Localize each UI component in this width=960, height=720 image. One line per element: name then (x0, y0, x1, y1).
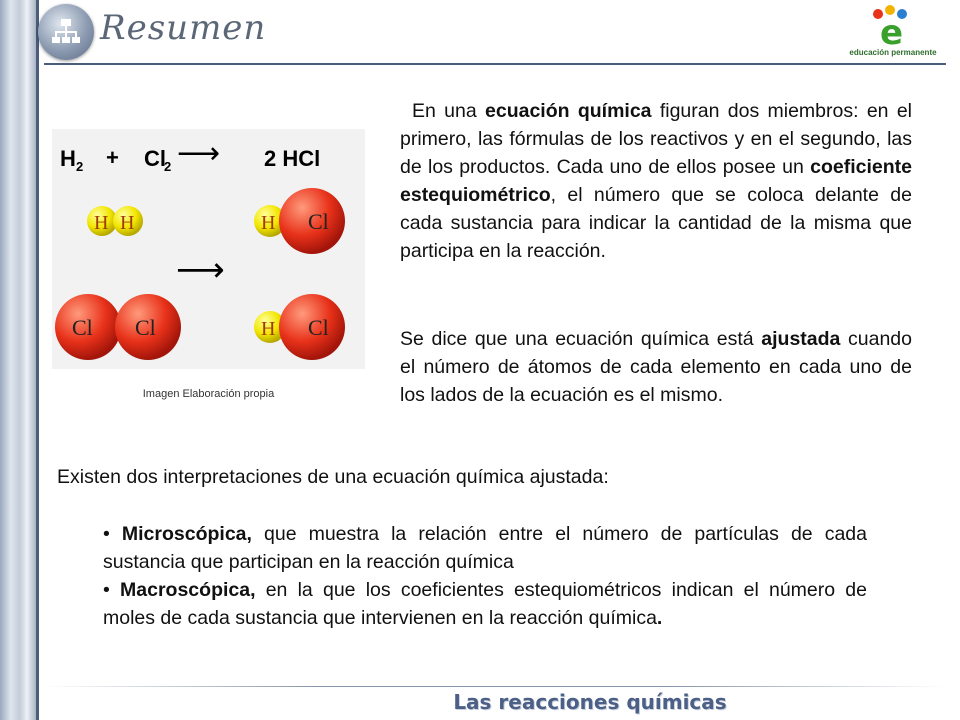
atom-label-cl: Cl (308, 209, 329, 234)
term-ecuacion-quimica: ecuación química (485, 100, 652, 122)
footer-divider (44, 686, 946, 687)
atom-label-cl: Cl (135, 315, 156, 340)
bullet-mark: • (103, 523, 122, 545)
equation-plus: + (106, 145, 119, 170)
term-ajustada: ajustada (761, 328, 841, 350)
equation-product: 2 HCl (264, 146, 321, 171)
term-coeficiente-estequiometrico: coeficiente estequiométrico (400, 156, 912, 206)
header-divider (44, 63, 946, 65)
reaction-figure (52, 129, 365, 369)
left-decorative-bar (0, 0, 36, 720)
list-item-text: en la que los coeficientes estequiométricos indican el número de moles de cada sustancia que intervienen en la reacción química (103, 579, 867, 629)
figure-caption: Imagen Elaboración propia (142, 388, 275, 400)
term-microscopica: Microscópica, (121, 523, 252, 545)
atom-label-h: H (261, 318, 276, 340)
atom-label-h: H (94, 212, 109, 234)
paragraph-ajustada (400, 325, 912, 409)
footer-title: Las reacciones químicas (453, 690, 727, 714)
equation-reactant2: Cl (144, 146, 166, 171)
interpretations-intro: Existen dos interpretaciones de una ecuación química ajustada: (57, 466, 609, 488)
list-item-period: . (656, 607, 663, 629)
bullet-mark: • (103, 579, 121, 601)
list-item-macroscopica (103, 576, 867, 632)
left-border-line (36, 0, 39, 720)
brand-logo (838, 4, 948, 62)
equation-arrow: ⟶ (177, 136, 221, 171)
equation-reactant2-subscript: 2 (164, 159, 172, 174)
paragraph-ecuacion (400, 97, 912, 265)
equation-reactant1-subscript: 2 (76, 159, 84, 174)
atom-label-h: H (261, 212, 276, 234)
brand-e-icon (838, 4, 948, 48)
paragraph-text: cuando el número de átomos de cada elemento en cada uno de los lados de la ecuación es el mismo. (400, 328, 912, 406)
interpretations-list (103, 520, 867, 632)
brand-name: educación permanente (849, 48, 937, 57)
svg-text:e: e (880, 13, 904, 48)
paragraph-text: figuran dos miembros: en el primero, las fórmulas de los reactivos y en el segundo, las de los productos. Cada uno de ellos posee un (400, 100, 912, 178)
list-item-text: que muestra la relación entre el número de partículas de cada sustancia que participan en la reacción química (103, 523, 867, 573)
atom-label-h: H (120, 212, 135, 234)
paragraph-text: Se dice que una ecuación química está (400, 328, 762, 350)
atom-label-cl: Cl (72, 315, 93, 340)
term-macroscopica: Macroscópica, (120, 579, 256, 601)
page-title: Resumen (100, 8, 267, 48)
atom-label-cl: Cl (308, 315, 329, 340)
equation-reactant1: H (60, 146, 76, 171)
list-item-microscopica (103, 520, 867, 576)
reaction-arrow: ⟶ (176, 250, 225, 290)
paragraph-text: , el número que se coloca delante de cada sustancia para indicar la cantidad de la misma que participa en la reacción. (400, 184, 912, 262)
paragraph-text: En una (412, 100, 485, 122)
sitemap-icon[interactable] (38, 4, 94, 60)
